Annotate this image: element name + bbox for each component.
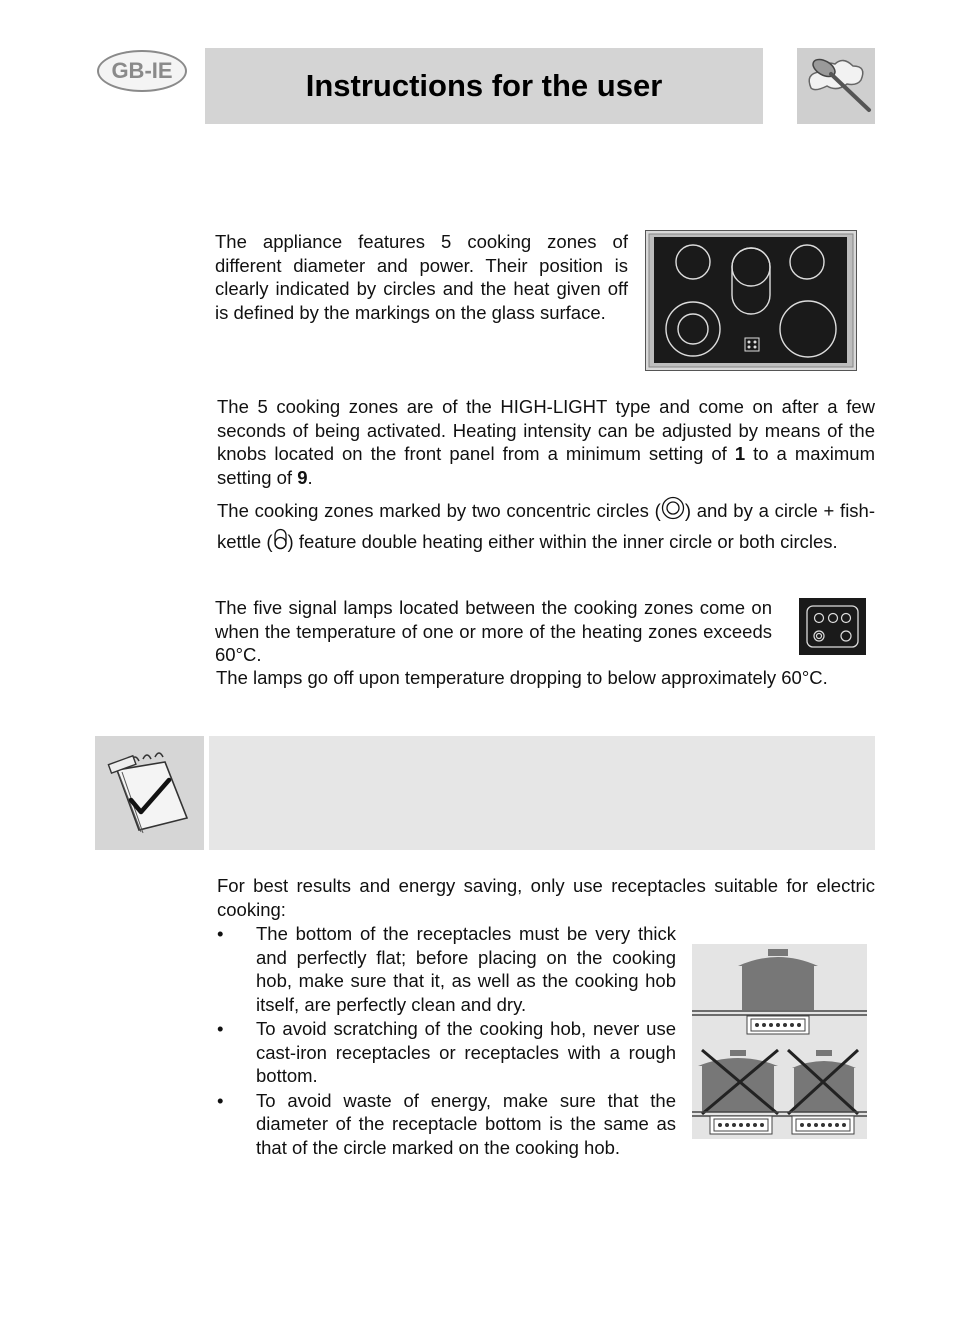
lamps-paragraph-2: The lamps go off upon temperature dropping to below approximately 60°C. (216, 667, 828, 688)
zones-text: The 5 cooking zones are of the HIGH-LIGHT type and come on after a few seconds of being activated. Heating intensity can be adjusted by means of the knobs located on the front panel from a minimum setting of (217, 396, 875, 464)
note-body (209, 736, 875, 850)
list-item-text: The bottom of the receptacles must be very thick and perfectly flat; before placing on the cooking hob, make sure that it, as well as the cooking hob itself, are perfectly clean and dry. (256, 923, 676, 1015)
zones-text-end: . (307, 466, 313, 488)
double-zones-text-a: The cooking zones marked by two concentric circles ( (217, 500, 661, 521)
bullet: • (217, 923, 224, 944)
receptacles-list (217, 922, 676, 1160)
page-title: Instructions for the user (305, 68, 663, 103)
header-bar (205, 48, 763, 124)
region-badge: GB-IE (97, 50, 187, 92)
bullet: • (217, 1018, 224, 1039)
list-item (217, 1089, 676, 1160)
receptacles-intro: For best results and energy saving, only use receptacles suitable for electric cooking: (217, 875, 875, 920)
concentric-circles-icon (661, 496, 685, 527)
list-item (217, 1017, 676, 1088)
notebook-check-icon (95, 736, 204, 850)
double-zones-text-b: ) and by a circle + fish-kettle ( (217, 500, 875, 552)
list-item (217, 922, 676, 1016)
signal-lamps-illustration (799, 598, 866, 655)
lamps-paragraph-1: The five signal lamps located between the cooking zones come on when the temperature of one or more of the heating zones exceeds 60°C. (215, 597, 772, 665)
receptacle-size-illustration (692, 944, 867, 1139)
hob-illustration (645, 230, 857, 371)
spoon-chef-hat-icon (797, 48, 875, 124)
zones-paragraph (217, 395, 875, 489)
bullet: • (217, 1089, 224, 1111)
min-setting: 1 (734, 443, 746, 464)
note-banner (95, 736, 875, 850)
list-item-text: To avoid waste of energy, make sure that the diameter of the receptacle bottom is the same as that of the circle marked on the cooking hob. (256, 1089, 676, 1158)
double-zones-text-c: ) feature double heating either within the inner circle or both circles. (287, 531, 838, 552)
intro-paragraph: The appliance features 5 cooking zones of different diameter and power. Their position is clearly indicated by circles and the heat given off is defined by the markings on the glass surface. (215, 231, 628, 323)
max-setting: 9 (297, 466, 308, 488)
double-zones-paragraph (217, 496, 875, 558)
zones-text-mid: to a maximum setting of (217, 443, 875, 488)
circle-fish-kettle-icon (273, 527, 288, 558)
list-item-text: To avoid scratching of the cooking hob, never use cast-iron receptacles or receptacles with a rough bottom. (256, 1018, 676, 1086)
